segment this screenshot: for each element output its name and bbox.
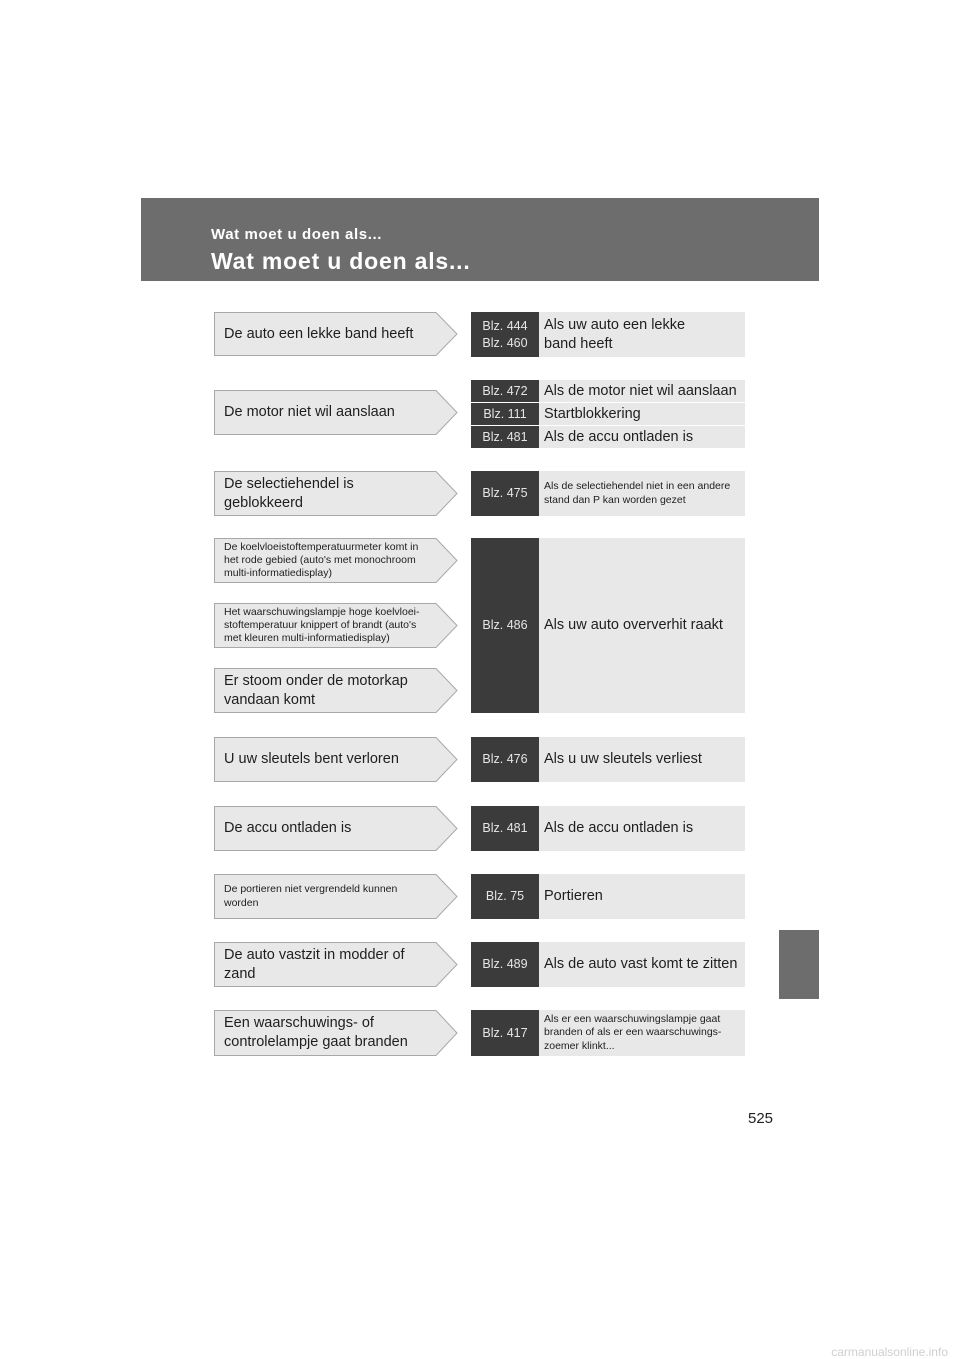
page-ref[interactable] <box>471 942 539 987</box>
question-text: U uw sleutels bent verloren <box>224 751 399 768</box>
question-text: De auto een lekke band heeft <box>224 325 414 342</box>
question-text: De portieren niet vergrendeld kunnen worden <box>224 883 398 909</box>
page-ref[interactable] <box>471 538 539 713</box>
answer-text: Als er een waarschuwingslampje gaat branden of als er een waarschuwings-zoemer klinkt... <box>544 1013 722 1052</box>
question-text: Het waarschuwingslampje hoge koelvloei-stoftemperatuur knippert of brandt (auto's met kleuren multi-informatiedisplay) <box>224 605 420 645</box>
question-box[interactable] <box>214 874 458 919</box>
page-ref[interactable] <box>471 426 539 448</box>
page-ref-label: Blz. 476 <box>482 752 528 766</box>
question-box[interactable] <box>214 806 458 851</box>
answer-text: Startblokkering <box>544 405 641 422</box>
watermark <box>0 1345 960 1359</box>
answer-box <box>539 1010 745 1056</box>
answer-box <box>539 874 745 919</box>
question-text: Er stoom onder de motorkap vandaan komt <box>224 672 408 708</box>
page-title: Wat moet u doen als... <box>211 248 471 274</box>
question-text: De motor niet wil aanslaan <box>224 404 395 421</box>
question-box[interactable] <box>214 538 458 583</box>
question-box[interactable] <box>214 312 458 356</box>
question-text: De selectiehendel is geblokkeerd <box>224 475 354 511</box>
page-ref-label: Blz. 460 <box>482 335 528 350</box>
header-subtitle: Wat moet u doen als... <box>211 226 382 243</box>
answer-box <box>539 737 745 782</box>
answer-box <box>539 403 745 425</box>
page-ref[interactable] <box>471 806 539 851</box>
page-ref-label: Blz. 444 <box>482 318 528 333</box>
answer-box <box>539 538 745 713</box>
answer-text: Als uw auto oververhit raakt <box>544 617 723 634</box>
answer-text: Als de motor niet wil aanslaan <box>544 382 737 399</box>
question-box[interactable] <box>214 942 458 987</box>
section-header <box>141 198 819 281</box>
watermark-text: carmanualsonline.info <box>831 1345 948 1359</box>
page-number: 525 <box>748 1110 774 1127</box>
answer-text: Als uw auto een lekke band heeft <box>544 317 686 352</box>
answer-box <box>539 806 745 851</box>
page-ref[interactable] <box>471 403 539 425</box>
question-box[interactable] <box>214 737 458 782</box>
page-ref-label: Blz. 481 <box>482 821 528 835</box>
page-ref[interactable] <box>471 1010 539 1056</box>
answer-text: Als u uw sleutels verliest <box>544 751 702 768</box>
question-box[interactable] <box>214 390 458 435</box>
page-ref[interactable] <box>471 380 539 402</box>
page-ref-label: Blz. 472 <box>482 383 528 398</box>
answer-box <box>539 426 745 448</box>
question-box[interactable] <box>214 471 458 516</box>
question-box[interactable] <box>214 1010 458 1056</box>
page-ref-label: Blz. 111 <box>483 406 527 421</box>
answer-text: Als de selectiehendel niet in een andere stand dan P kan worden gezet <box>544 480 731 506</box>
page-ref[interactable] <box>471 312 539 357</box>
question-box[interactable] <box>214 603 458 648</box>
page-ref-label: Blz. 489 <box>482 957 528 971</box>
page-ref-label: Blz. 475 <box>482 486 528 500</box>
question-text: De auto vastzit in modder of zand <box>224 946 405 982</box>
page-ref[interactable] <box>471 471 539 516</box>
page-ref[interactable] <box>471 737 539 782</box>
page-ref[interactable] <box>471 874 539 919</box>
answer-box <box>539 471 745 516</box>
answer-box <box>539 312 745 357</box>
chapter-tab <box>779 930 819 999</box>
answer-text: Als de auto vast komt te zitten <box>544 956 738 973</box>
answer-text: Als de accu ontladen is <box>544 428 694 445</box>
page-ref-label: Blz. 486 <box>482 618 528 632</box>
answer-box <box>539 942 745 987</box>
page-ref-label: Blz. 481 <box>482 429 528 444</box>
answer-text: Als de accu ontladen is <box>544 820 694 837</box>
answer-text: Portieren <box>544 888 603 905</box>
question-text: De koelvloeistoftemperatuurmeter komt in het rode gebied (auto's met monochroom multi-informatiedisplay) <box>224 540 419 580</box>
question-text: Een waarschuwings- of controlelampje gaat branden <box>224 1015 408 1050</box>
answer-box <box>539 380 745 402</box>
page-ref-label: Blz. 417 <box>482 1025 528 1040</box>
page-ref-label: Blz. 75 <box>485 889 525 903</box>
question-box[interactable] <box>214 668 458 713</box>
question-text: De accu ontladen is <box>224 820 352 837</box>
